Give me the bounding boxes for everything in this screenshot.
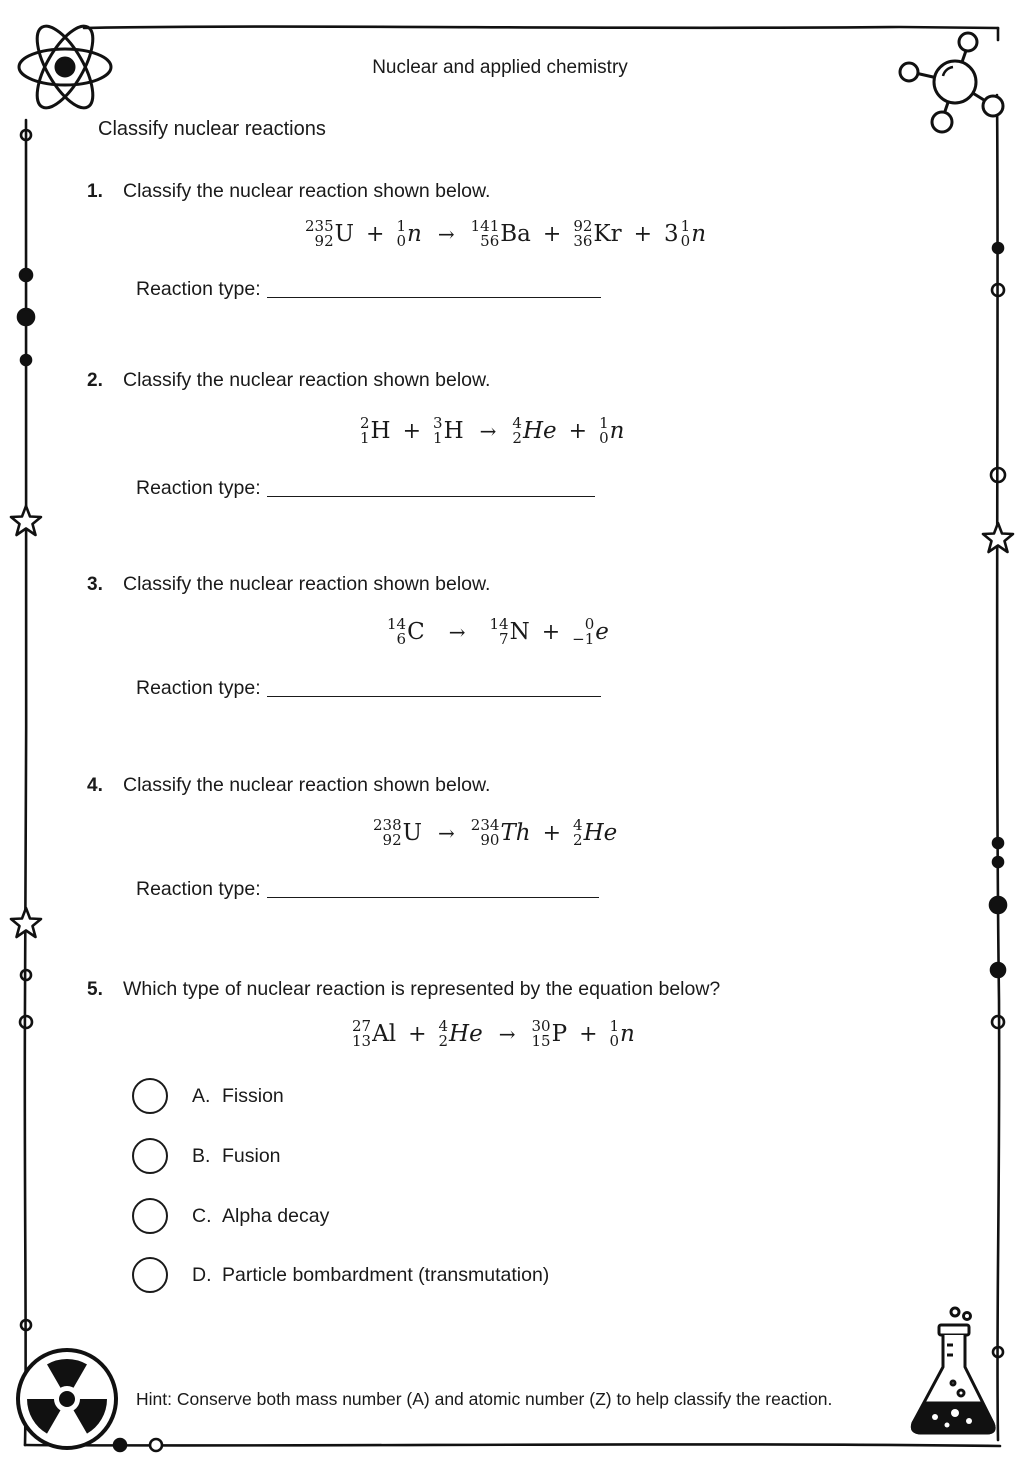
reaction-type-label: Reaction type: [136,878,261,900]
nuclide: 30 15 P [531,1017,568,1050]
nuclide: 234 90 Th [470,816,531,849]
nuclide: 0 −1 e [572,615,609,648]
nuclide: 3 1 H [433,414,464,447]
question-number: 4. [87,775,103,796]
nuclide: 4 2 He [438,1017,483,1050]
nuclide: 92 36 Kr [573,217,622,250]
question-1 [87,180,490,203]
nuclide: 235 92 U [305,217,355,250]
equation-5: 27 13 Al + 4 2 He → 30 15 P + 1 0 n [352,1017,635,1050]
question-3 [87,573,490,596]
reaction-type-field[interactable] [136,677,601,700]
question-text: Which type of nuclear reaction is represented by the equation below? [123,978,721,1000]
option-text: Fusion [222,1144,281,1167]
nuclide: 1 0 n [609,1017,635,1050]
question-number: 2. [87,370,103,391]
nuclide: 2 1 H [360,414,391,447]
reaction-type-label: Reaction type: [136,677,261,699]
option-letter: C. [192,1204,212,1227]
nuclide: 14 7 N [489,615,530,648]
answer-line[interactable] [267,696,601,697]
equation-3: 14 6 C → 14 7 N + 0 −1 e [387,615,609,648]
nuclide: 4 2 He [573,816,618,849]
section-title: Classify nuclear reactions [98,118,326,140]
reaction-type-label: Reaction type: [136,477,261,499]
star-icon [8,905,44,941]
radio-bubble[interactable] [132,1198,168,1234]
question-number: 1. [87,181,103,202]
option-letter: A. [192,1084,211,1107]
question-text: Classify the nuclear reaction shown below. [123,369,491,391]
flask-icon [905,1305,1000,1445]
answer-line[interactable] [267,496,595,497]
equation-1: 235 92 U + 1 0 n → 141 56 Ba + 92 36 Kr + 3 1 0 n [305,217,707,250]
nuclide: 1 0 n [396,217,422,250]
hint-text: Hint: Conserve both mass number (A) and atomic number (Z) to help classify the reaction. [136,1389,833,1409]
star-icon [980,520,1016,556]
option-letter: D. [192,1263,212,1286]
option-d[interactable] [132,1257,549,1293]
question-5 [87,978,720,1001]
nuclide: 141 56 Ba [470,217,531,250]
answer-line[interactable] [267,297,601,298]
question-text: Classify the nuclear reaction shown below. [123,180,491,202]
question-text: Classify the nuclear reaction shown below. [123,774,491,796]
question-text: Classify the nuclear reaction shown below. [123,573,491,595]
reaction-type-field[interactable] [136,477,595,500]
nuclide: 238 92 U [373,816,423,849]
nuclide: 1 0 n [599,414,625,447]
nuclide: 4 2 He [512,414,557,447]
option-text: Particle bombardment (transmutation) [222,1263,550,1286]
option-text: Alpha decay [222,1204,330,1227]
option-b[interactable] [132,1138,281,1174]
radio-bubble[interactable] [132,1257,168,1293]
question-number: 3. [87,574,103,595]
star-icon [8,503,44,539]
option-letter: B. [192,1144,211,1167]
question-number: 5. [87,979,103,1000]
reaction-type-field[interactable] [136,278,601,301]
question-4 [87,774,490,797]
nuclide: 27 13 Al [352,1017,397,1050]
radio-bubble[interactable] [132,1138,168,1174]
answer-line[interactable] [267,897,599,898]
nuclide: 14 6 C [387,615,425,648]
reaction-type-label: Reaction type: [136,278,261,300]
reaction-type-field[interactable] [136,878,599,901]
nuclide: 3 1 0 n [664,217,707,250]
question-2 [87,369,490,392]
option-c[interactable] [132,1198,329,1234]
radio-bubble[interactable] [132,1078,168,1114]
page-title: Nuclear and applied chemistry [372,57,628,78]
option-a[interactable] [132,1078,284,1114]
molecule-icon [895,30,1010,135]
radiation-icon [14,1346,120,1452]
equation-4: 238 92 U → 234 90 Th + 4 2 He [373,816,618,849]
equation-2: 2 1 H + 3 1 H → 4 2 He + 1 0 n [360,414,625,447]
option-text: Fission [222,1084,284,1107]
